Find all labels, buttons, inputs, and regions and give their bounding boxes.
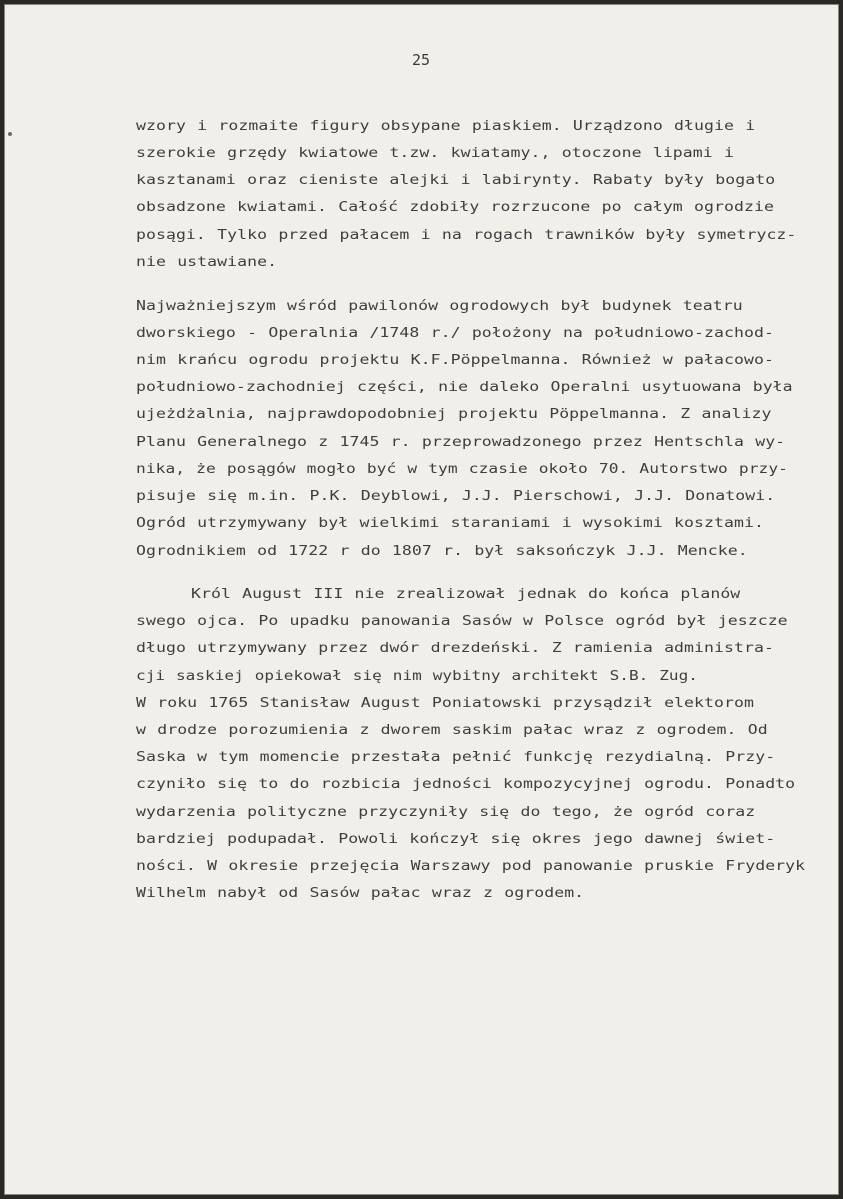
text-line: Wilhelm nabył od Sasów pałac wraz z ogrodem. <box>136 886 585 901</box>
text-line: dworskiego - Operalnia /1748 r./ położony na południowo-zachod- <box>136 326 774 341</box>
text-line: ujeżdżalnia, najprawdopodobniej projektu Pöppelmanna. Z analizy <box>136 407 772 422</box>
text-line: szerokie grzędy kwiatowe t.zw. kwiatamy., otoczone lipami i <box>136 146 734 161</box>
text-line: nim krańcu ogrodu projektu K.F.Pöppelmanna. Również w pałacowo- <box>136 353 774 368</box>
text-line: Król August III nie zrealizował jednak do końca planów <box>191 587 741 602</box>
text-line: kasztanami oraz cieniste alejki i labirynty. Rabaty były bogato <box>136 173 776 188</box>
text-line: Planu Generalnego z 1745 r. przeprowadzonego przez Hentschla wy- <box>136 435 786 450</box>
page-number: 25 <box>412 51 431 69</box>
text-line: bardziej podupadał. Powoli kończył się okres jego dawnej świet- <box>136 832 776 847</box>
text-line: nie ustawiane. <box>136 255 278 270</box>
text-line: swego ojca. Po upadku panowania Sasów w Polsce ogród był jeszcze <box>136 614 788 629</box>
text-line: wzory i rozmaite figury obsypane piaskiem. Urządzono długie i <box>136 119 756 134</box>
text-line: posągi. Tylko przed pałacem i na rogach trawników były symetrycz- <box>136 228 797 243</box>
punch-hole-mark <box>8 132 12 136</box>
text-line: Ogród utrzymywany był wielkimi staraniami i wysokimi kosztami. <box>136 516 764 531</box>
text-line: W roku 1765 Stanisław August Poniatowski przysądził elektorom <box>136 696 754 711</box>
text-line: południowo-zachodniej części, nie daleko Operalni usytuowana była <box>136 380 793 395</box>
document-page <box>4 4 839 1195</box>
text-line: ności. W okresie przejęcia Warszawy pod panowanie pruskie Fryderyk <box>136 859 806 874</box>
text-line: pisuje się m.in. P.K. Deyblowi, J.J. Pierschowi, J.J. Donatowi. <box>136 489 776 504</box>
text-line: Ogrodnikiem od 1722 r do 1807 r. był saksończyk J.J. Mencke. <box>136 544 748 559</box>
text-line: w drodze porozumienia z dworem saskim pałac wraz z ogrodem. Od <box>136 723 768 738</box>
text-line: nika, że posągów mogło być w tym czasie około 70. Autorstwo przy- <box>136 462 788 477</box>
text-line: Najważniejszym wśród pawilonów ogrodowych był budynek teatru <box>136 299 743 314</box>
text-line: wydarzenia polityczne przyczyniły się do tego, że ogród coraz <box>136 805 756 820</box>
text-line: czyniło się to do rozbicia jedności kompozycyjnej ogrodu. Ponadto <box>136 777 796 792</box>
text-line: obsadzone kwiatami. Całość zdobiły rozrzucone po całym ogrodzie <box>136 200 774 215</box>
text-line: Saska w tym momencie przestała pełnić funkcję rezydialną. Przy- <box>136 750 776 765</box>
text-line: długo utrzymywany przez dwór drezdeński. Z ramienia administra- <box>136 641 774 656</box>
text-line: cji saskiej opiekował się nim wybitny architekt S.B. Zug. <box>136 669 698 684</box>
